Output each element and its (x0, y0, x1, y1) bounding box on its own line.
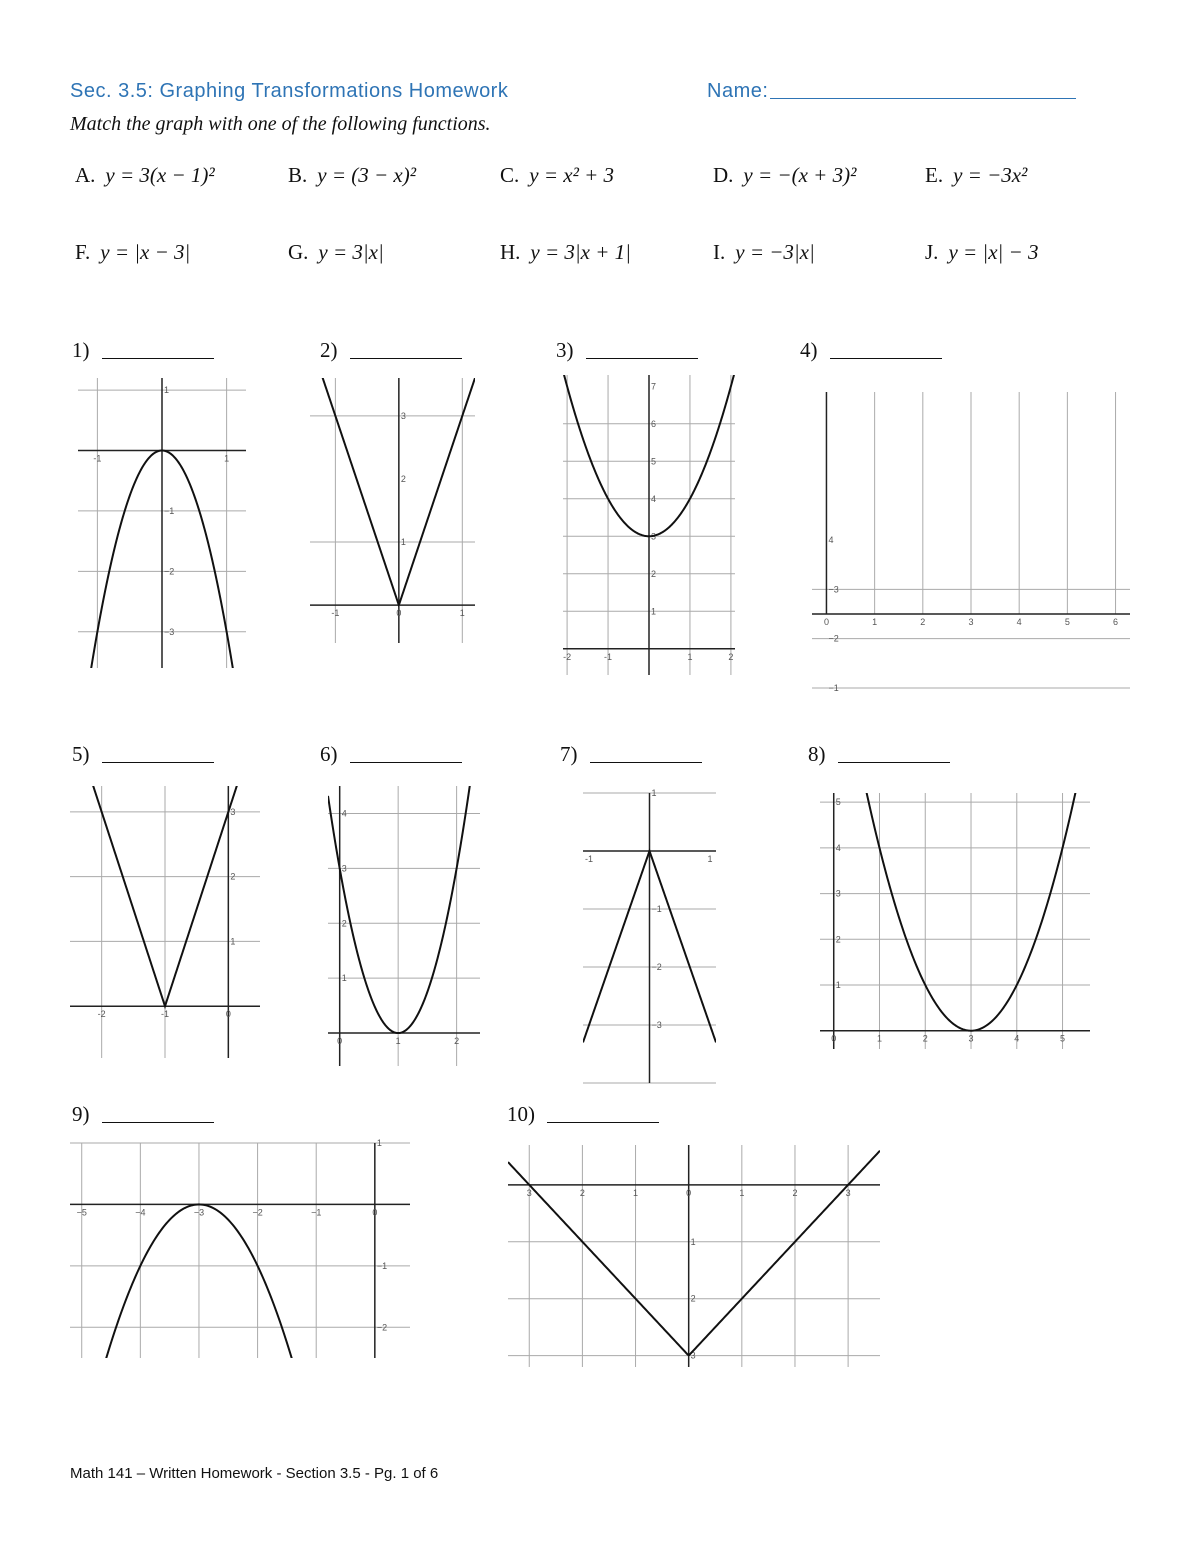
choice-g (288, 240, 384, 265)
y-tick-label: 1 (651, 788, 657, 798)
y-tick-label: 1 (341, 973, 347, 984)
y-tick-label: 1 (835, 980, 841, 990)
choice-j (925, 240, 1038, 265)
y-tick-label: 3 (690, 1350, 696, 1361)
y-tick-label: 4 (651, 493, 657, 504)
choice-expression: y = |x − 3| (100, 240, 191, 264)
x-tick-label: 1 (224, 453, 230, 464)
page-footer: Math 141 – Written Homework - Section 3.5 - Pg. 1 of 6 (70, 1465, 439, 1482)
x-tick-label: 3 (845, 1187, 851, 1198)
choice-expression: y = −3x² (953, 163, 1028, 187)
choice-expression: y = 3|x| (318, 240, 384, 264)
name-blank-line[interactable] (770, 80, 1076, 99)
question-10 (507, 1102, 659, 1127)
choice-letter: G. (288, 240, 309, 264)
choice-letter: B. (288, 163, 308, 187)
x-tick-label: 5 (1064, 617, 1070, 627)
y-tick-label: −1 (651, 904, 662, 914)
y-tick-label: −2 (376, 1322, 388, 1333)
choice-letter: F. (75, 240, 91, 264)
y-tick-label: 4 (828, 535, 834, 545)
x-tick-label: 5 (1060, 1033, 1066, 1044)
y-tick-label: 2 (341, 918, 347, 929)
x-tick-label: 2 (579, 1187, 585, 1198)
choice-letter: E. (925, 163, 944, 187)
question-number: 7) (560, 742, 578, 766)
x-tick-label: 2 (728, 651, 734, 662)
graph-8 (820, 793, 1090, 1049)
y-tick-label: −1 (164, 505, 175, 516)
question-4 (800, 338, 942, 363)
x-tick-label: −5 (76, 1207, 87, 1218)
question-number: 9) (72, 1102, 90, 1126)
y-tick-label: 2 (400, 473, 406, 484)
choice-letter: J. (925, 240, 939, 264)
y-tick-label: 5 (651, 456, 657, 467)
answer-blank[interactable] (830, 340, 942, 359)
x-tick-label: 3 (968, 617, 974, 627)
graph-6 (328, 786, 480, 1066)
graph-3 (563, 375, 735, 675)
question-number: 2) (320, 338, 338, 362)
x-tick-label: 1 (459, 608, 465, 619)
choice-b (288, 163, 416, 188)
y-tick-label: 2 (651, 568, 657, 579)
choice-d (713, 163, 856, 188)
answer-blank[interactable] (350, 744, 462, 763)
question-1 (72, 338, 214, 363)
y-tick-label: −2 (164, 566, 175, 577)
choice-e (925, 163, 1027, 188)
y-tick-label: −2 (828, 633, 839, 644)
x-tick-label: -2 (97, 1009, 106, 1020)
function-curve (70, 1204, 410, 1553)
y-tick-label: 3 (341, 863, 347, 874)
x-tick-label: 0 (831, 1033, 837, 1044)
y-tick-label: 4 (835, 842, 841, 853)
graph-10 (508, 1145, 880, 1367)
y-tick-label: 3 (835, 888, 841, 899)
x-tick-label: 3 (968, 1033, 974, 1044)
answer-blank[interactable] (547, 1104, 659, 1123)
choice-expression: y = 3(x − 1)² (105, 163, 215, 187)
x-tick-label: -1 (93, 453, 102, 464)
x-tick-label: -1 (331, 608, 340, 619)
graph-2 (310, 378, 475, 643)
x-tick-label: 1 (687, 651, 693, 662)
x-tick-label: 0 (372, 1207, 378, 1218)
y-tick-label: 7 (651, 381, 657, 392)
x-tick-label: -1 (160, 1009, 170, 1020)
x-tick-label: -2 (563, 651, 572, 662)
choice-h (500, 240, 631, 265)
question-number: 1) (72, 338, 90, 362)
graph-7 (583, 788, 716, 1083)
y-tick-label: 3 (400, 410, 406, 421)
y-tick-label: 1 (651, 606, 657, 617)
x-tick-label: -1 (604, 651, 613, 662)
name-label: Name: (707, 80, 769, 102)
choice-f (75, 240, 190, 265)
y-tick-label: 4 (341, 808, 347, 819)
y-tick-label: 2 (835, 934, 841, 945)
question-8 (808, 742, 950, 767)
y-tick-label: −2 (651, 962, 662, 972)
choice-expression: y = 3|x + 1| (530, 240, 631, 264)
x-tick-label: 2 (454, 1036, 460, 1047)
name-field[interactable] (707, 80, 1076, 103)
question-number: 3) (556, 338, 574, 362)
x-tick-label: -1 (585, 854, 594, 864)
question-number: 8) (808, 742, 826, 766)
y-tick-label: 3 (651, 531, 657, 542)
y-tick-label: 1 (400, 537, 406, 548)
choice-a (75, 163, 215, 188)
y-tick-label: 3 (230, 806, 236, 817)
x-tick-label: 1 (872, 617, 878, 627)
answer-blank[interactable] (350, 340, 462, 359)
graph-1 (78, 378, 246, 668)
y-tick-label: 5 (835, 797, 841, 808)
choice-expression: y = x² + 3 (529, 163, 615, 187)
y-tick-label: −3 (828, 584, 839, 595)
x-tick-label: 4 (1014, 1033, 1020, 1044)
function-curve (310, 340, 475, 605)
y-tick-label: 1 (230, 936, 236, 947)
x-tick-label: 6 (1113, 617, 1119, 627)
x-tick-label: 1 (707, 854, 713, 864)
choice-letter: A. (75, 163, 96, 187)
x-tick-label: 0 (337, 1036, 343, 1047)
x-tick-label: −3 (193, 1207, 205, 1218)
y-tick-label: 1 (164, 385, 170, 396)
y-tick-label: 6 (651, 418, 657, 429)
graph-9 (70, 1138, 410, 1358)
x-tick-label: 0 (823, 617, 829, 627)
choice-letter: D. (713, 163, 734, 187)
x-tick-label: 4 (1016, 617, 1022, 627)
choice-expression: y = |x| − 3 (948, 240, 1039, 264)
answer-blank[interactable] (590, 744, 702, 763)
answer-blank[interactable] (838, 744, 950, 763)
question-3 (556, 338, 698, 363)
y-tick-label: 2 (690, 1293, 696, 1304)
y-tick-label: 2 (230, 871, 236, 882)
x-tick-label: 2 (922, 1033, 928, 1044)
function-curve (508, 1151, 880, 1355)
question-7 (560, 742, 702, 767)
choice-letter: H. (500, 240, 521, 264)
answer-blank[interactable] (102, 744, 214, 763)
x-tick-label: 1 (633, 1187, 639, 1198)
question-9 (72, 1102, 214, 1127)
choice-c (500, 163, 614, 188)
choice-letter: C. (500, 163, 520, 187)
y-tick-label: −3 (164, 626, 175, 637)
answer-blank[interactable] (102, 340, 214, 359)
x-tick-label: 1 (739, 1187, 745, 1198)
y-tick-label: 1 (690, 1236, 696, 1247)
y-tick-label: −3 (651, 1020, 662, 1030)
choice-letter: I. (713, 240, 726, 264)
y-tick-label: 1 (376, 1138, 382, 1148)
choice-expression: y = (3 − x)² (317, 163, 417, 187)
x-tick-label: 0 (396, 608, 402, 619)
x-tick-label: 2 (792, 1187, 798, 1198)
choice-expression: y = −3|x| (735, 240, 815, 264)
x-tick-label: −1 (311, 1207, 322, 1218)
y-tick-label: −1 (376, 1260, 388, 1271)
graph-4 (812, 392, 1130, 693)
question-5 (72, 742, 214, 767)
question-number: 10) (507, 1102, 535, 1126)
choice-expression: y = −(x + 3)² (743, 163, 857, 187)
x-tick-label: −2 (252, 1207, 263, 1218)
page-title: Sec. 3.5: Graphing Transformations Homework (70, 80, 509, 102)
question-2 (320, 338, 462, 363)
answer-blank[interactable] (102, 1104, 214, 1123)
x-tick-label: 1 (395, 1036, 401, 1047)
x-tick-label: 0 (225, 1009, 231, 1020)
question-number: 5) (72, 742, 90, 766)
x-tick-label: −4 (135, 1207, 146, 1218)
question-number: 4) (800, 338, 818, 362)
x-tick-label: 2 (920, 617, 926, 627)
instructions: Match the graph with one of the following functions. (70, 113, 491, 135)
choice-i (713, 240, 815, 265)
graph-5 (70, 786, 260, 1058)
question-number: 6) (320, 742, 338, 766)
y-tick-label: −1 (828, 683, 839, 693)
x-tick-label: 1 (876, 1033, 882, 1044)
answer-blank[interactable] (586, 340, 698, 359)
x-tick-label: 3 (526, 1187, 532, 1198)
question-6 (320, 742, 462, 767)
x-tick-label: 0 (686, 1187, 692, 1198)
